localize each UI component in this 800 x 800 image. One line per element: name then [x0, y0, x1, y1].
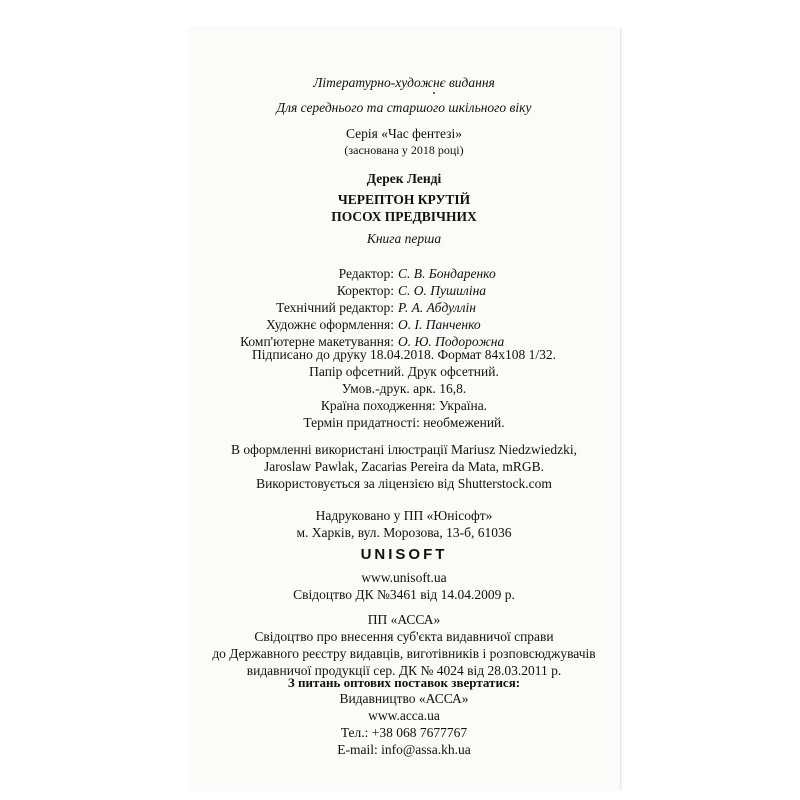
book-title-line1: ЧЕРЕПТОН КРУТІЙ	[337, 192, 471, 207]
credit-role: Редактор:	[338, 266, 394, 281]
series-founded: (заснована у 2018 році)	[344, 143, 464, 157]
print-info-line: Підписано до друку 18.04.2018. Формат 84х108 1/32.	[251, 347, 557, 362]
book-subtitle: Книга перша	[366, 231, 442, 246]
credit-name: С. В. Бондаренко	[398, 266, 496, 281]
illustrations-line: Jaroslaw Pawlak, Zacarias Pereira da Mata, mRGB.	[263, 459, 545, 474]
publisher-line: Свідоцтво про внесення суб'єкта видавничої справи	[254, 629, 554, 644]
credit-role: Художнє оформлення:	[266, 317, 394, 332]
unisoft-logo: UNISOFT	[360, 546, 448, 563]
credit-name: О. І. Панченко	[398, 317, 481, 332]
printer-line: Надруковано у ПП «Юнісофт»	[315, 508, 493, 523]
credits-list	[188, 265, 620, 350]
contacts-website: www.acca.ua	[368, 708, 440, 723]
series-name: Серія «Час фентезі»	[346, 126, 462, 141]
contacts-email: E-mail: info@assa.kh.ua	[337, 742, 471, 757]
illustrations-line: Використовується за ліцензією від Shutterstock.com	[256, 476, 552, 491]
credit-row	[188, 299, 620, 316]
contacts-phone: Тел.: +38 068 7677767	[340, 725, 468, 740]
print-info-line: Папір офсетний. Друк офсетний.	[309, 364, 499, 379]
publisher-line: видавничої продукції сер. ДК № 4024 від 28.03.2011 р.	[246, 663, 562, 678]
edition-type: Літературно-художнє видання	[313, 75, 495, 90]
credit-name: Р. А. Абдуллін	[398, 300, 476, 315]
publisher-line: до Державного реєстру видавців, виготівників і розповсюджувачів	[212, 646, 596, 661]
credit-name: О. Ю. Подорожна	[398, 334, 505, 349]
credit-row	[188, 282, 620, 299]
credit-role: Комп'ютерне макетування:	[240, 334, 394, 349]
print-info-line: Термін придатності: необмежений.	[303, 415, 505, 430]
credit-name: С. О. Пушиліна	[398, 283, 487, 298]
print-speck	[433, 92, 435, 94]
printer-website: www.unisoft.ua	[361, 570, 447, 585]
credit-role: Технічний редактор:	[276, 300, 394, 315]
publisher-name: ПП «АССА»	[367, 612, 441, 627]
contacts-heading: З питань оптових поставок звертатися:	[287, 675, 521, 690]
printer-certificate: Свідоцтво ДК №3461 від 14.04.2009 р.	[293, 587, 515, 602]
contacts-publisher: Видавництво «АССА»	[339, 691, 469, 706]
credit-row	[188, 265, 620, 282]
book-title-line2: ПОСОХ ПРЕДВІЧНИХ	[331, 209, 477, 224]
credit-row	[188, 316, 620, 333]
audience-note: Для середнього та старшого шкільного віку	[276, 100, 532, 115]
printer-address: м. Харків, вул. Морозова, 13-б, 61036	[296, 525, 512, 540]
author-name: Дерек Ленді	[366, 171, 442, 186]
illustrations-line: В оформленні використані ілюстрації Mariusz Niedzwiedzki,	[230, 442, 578, 457]
print-info-line: Країна походження: Україна.	[320, 398, 488, 413]
credit-role: Коректор:	[336, 283, 394, 298]
book-page	[188, 28, 621, 790]
print-info-line: Умов.-друк. арк. 16,8.	[341, 381, 467, 396]
